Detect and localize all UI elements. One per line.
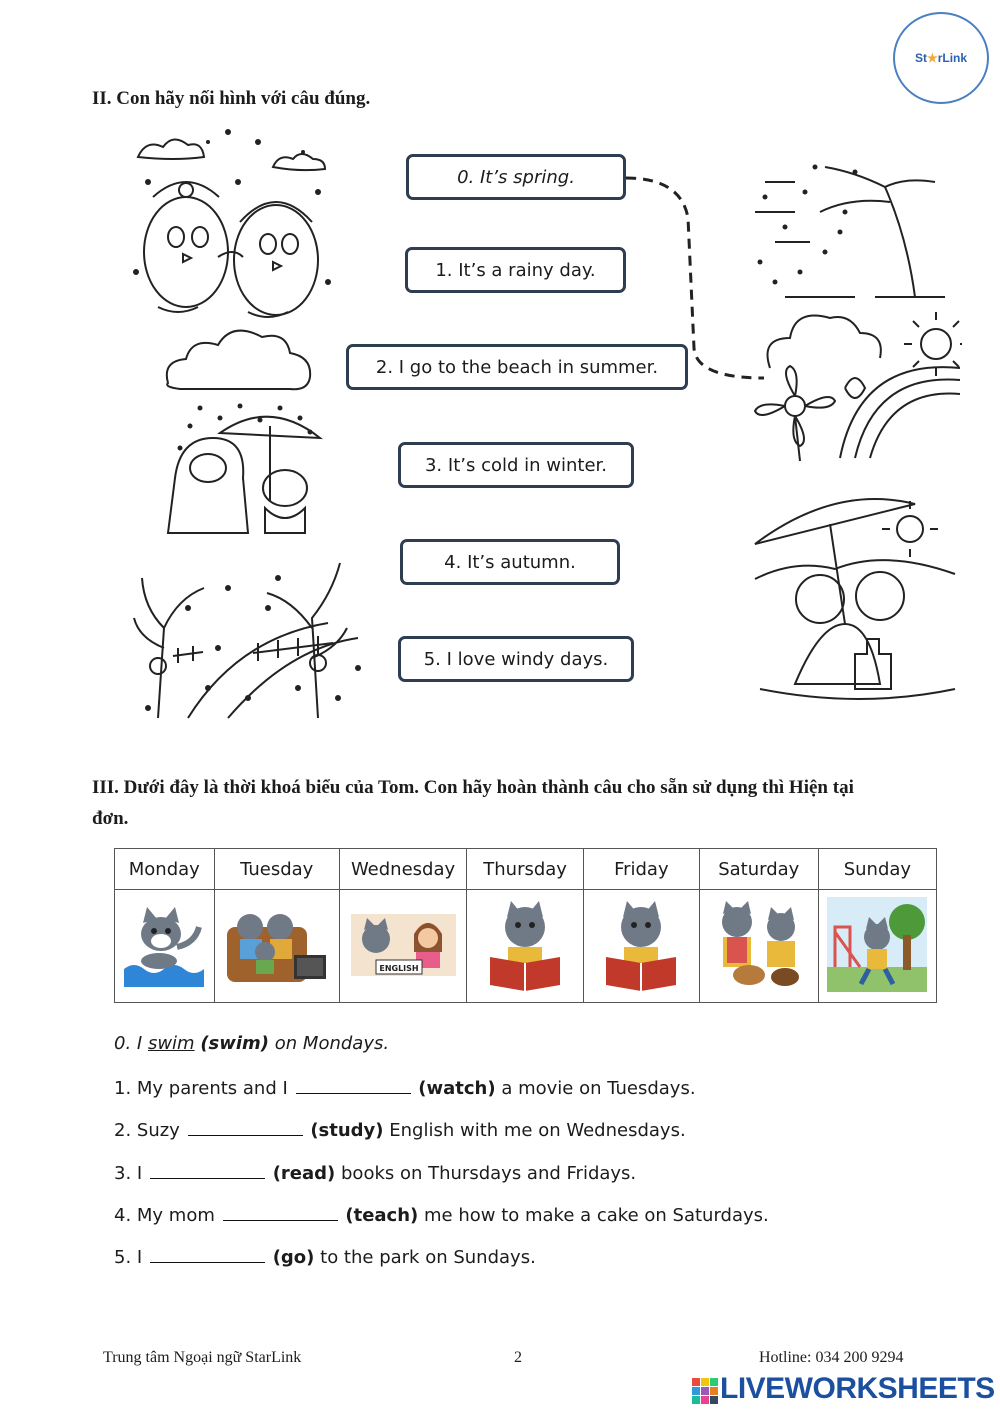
logo-text: St★rLink [914,51,968,65]
day-header: Tuesday [214,849,339,890]
section-3-heading-line-1: III. Dưới đây là thời khoá biểu của Tom. Con hãy hoàn thành câu cho sẵn sử dụng thì Hiện tại [92,777,854,798]
day-header: Friday [583,849,699,890]
day-header: Sunday [818,849,936,890]
starlink-logo [893,12,989,104]
spring-flowers-picture[interactable] [750,308,962,466]
monday-swim-picture [115,890,215,1003]
tuesday-watch-tv-picture [214,890,339,1003]
answer-blank-2[interactable] [188,1117,303,1136]
match-sentence-4[interactable]: 4. It’s autumn. [400,539,620,585]
liveworksheets-logo-icon [692,1378,718,1404]
winter-penguins-picture[interactable] [128,122,338,327]
day-header: Monday [115,849,215,890]
match-sentence-2[interactable]: 2. I go to the beach in summer. [346,344,688,390]
page-number: 2 [514,1349,522,1366]
answer-blank-5[interactable] [150,1244,265,1263]
answer-blank-3[interactable] [150,1160,265,1179]
footer-center-name: Trung tâm Ngoại ngữ StarLink [103,1349,302,1366]
example-connector-line [624,170,764,385]
timetable-picture-row [115,890,937,1003]
match-sentence-5[interactable]: 5. I love windy days. [398,636,634,682]
exercise-sentence-1: 1. My parents and I (watch) a movie on Tuesdays. [114,1075,696,1099]
day-header: Thursday [467,849,584,890]
autumn-park-picture[interactable] [128,548,373,720]
thursday-read-picture [467,890,584,1003]
rainy-day-picture[interactable] [160,328,325,538]
match-sentence-0[interactable]: 0. It’s spring. [406,154,626,200]
sunday-park-picture [818,890,936,1003]
windy-tree-picture[interactable] [745,152,950,300]
match-sentence-1[interactable]: 1. It’s a rainy day. [405,247,626,293]
answer-blank-1[interactable] [296,1075,411,1094]
saturday-bake-picture [699,890,818,1003]
friday-read-picture [583,890,699,1003]
exercise-sentence-3: 3. I (read) books on Thursdays and Fridays. [114,1160,636,1184]
day-header: Saturday [699,849,818,890]
footer-hotline: Hotline: 034 200 9294 [759,1349,904,1366]
day-header: Wednesday [339,849,466,890]
match-sentence-3[interactable]: 3. It’s cold in winter. [398,442,634,488]
example-answer: swim [147,1033,195,1054]
timetable-header-row [115,849,937,890]
exercise-sentence-2: 2. Suzy (study) English with me on Wednesdays. [114,1117,686,1141]
section-3-heading-line-2: đơn. [92,808,129,829]
example-sentence: 0. I swim (swim) on Mondays. [114,1033,390,1054]
section-2-heading: II. Con hãy nối hình với câu đúng. [92,88,371,109]
exercise-sentence-5: 5. I (go) to the park on Sundays. [114,1244,536,1268]
answer-blank-4[interactable] [223,1202,338,1221]
english-book-label: ENGLISH [378,964,419,973]
liveworksheets-brand[interactable]: LIVEWORKSHEETS [720,1372,995,1405]
summer-beach-picture[interactable] [750,484,960,706]
timetable [114,848,937,1003]
wednesday-study-picture [339,890,466,1003]
exercise-sentence-4: 4. My mom (teach) me how to make a cake on Saturdays. [114,1202,769,1226]
